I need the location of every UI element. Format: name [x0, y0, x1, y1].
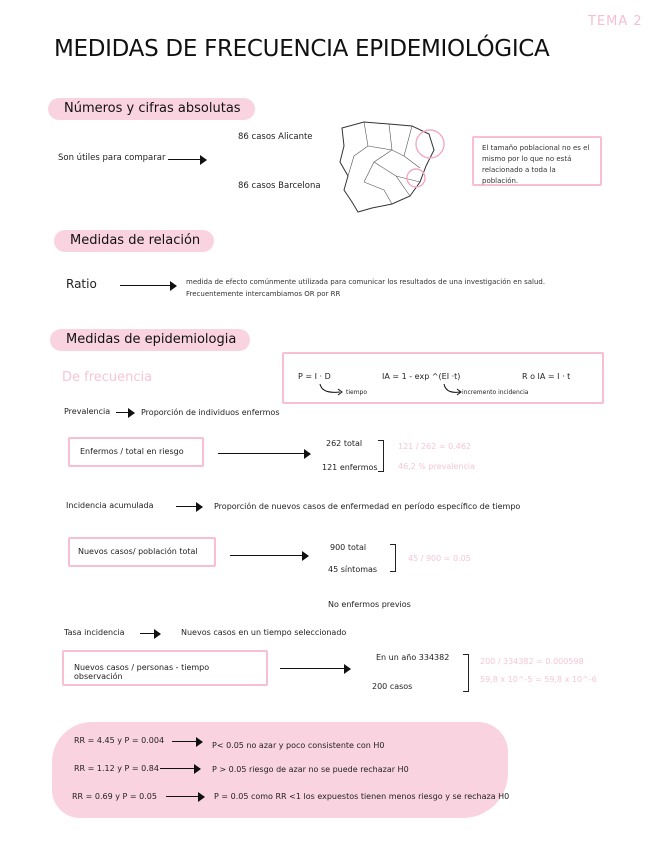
arrow-icon: [172, 741, 202, 742]
formula-rate: R o IA = I · t: [522, 372, 571, 381]
barcelona-cases: 86 casos Barcelona: [238, 181, 321, 191]
formula-incidence: IA = 1 - exp ^(EI ·t): [382, 372, 461, 381]
prevalencia-desc: Proporción de individuos enfermos: [141, 408, 280, 417]
tasa-anyo: En un año 334382: [376, 653, 450, 662]
bracket-icon: [378, 440, 384, 472]
prevalencia-formula: Enfermos / total en riesgo: [80, 447, 184, 456]
tasa-desc: Nuevos casos en un tiempo seleccionado: [181, 628, 347, 637]
incidencia-box: [68, 537, 216, 567]
spain-map-icon: [334, 116, 454, 216]
tasa-result-2: 59,8 x 10^-5 = 59,8 x 10^-6: [480, 675, 597, 684]
tasa-formula: Nuevos casos / personas - tiempo observación: [74, 663, 210, 681]
arrow-icon: [168, 159, 206, 160]
prevalencia-percent: 46,2 % prevalencia: [398, 462, 475, 471]
population-note: El tamaño poblacional no es el mismo por lo que no está relacionado a toda la población.: [482, 144, 590, 185]
section-heading-relacion: Medidas de relación: [54, 230, 214, 252]
incidencia-result: 45 / 900 = 0.05: [408, 554, 471, 563]
alicante-cases: 86 casos Alicante: [238, 132, 313, 142]
prevalencia-result: 121 / 262 = 0.462: [398, 442, 472, 451]
arrow-icon: [166, 796, 204, 797]
sig-right-2: P > 0.05 riesgo de azar no se puede rechazar H0: [212, 765, 409, 774]
prevalencia-box: [68, 437, 204, 467]
sig-left-3: RR = 0.69 y P = 0.05: [72, 792, 157, 801]
sig-left-1: RR = 4.45 y P = 0.004: [74, 736, 165, 745]
curved-arrow-icon: [318, 382, 348, 396]
page-title: MEDIDAS DE FRECUENCIA EPIDEMIOLÓGICA: [54, 36, 550, 62]
bracket-icon: [463, 654, 469, 692]
arrow-icon: [120, 285, 176, 286]
incidencia-note: No enfermos previos: [328, 600, 411, 609]
arrow-icon: [230, 555, 308, 556]
prevalencia-enfermos: 121 enfermos: [322, 463, 378, 472]
useful-text: Son útiles para comparar: [58, 153, 166, 163]
label-tiempo: tiempo: [346, 389, 368, 396]
tasa-label: Tasa incidencia: [64, 628, 125, 637]
incidencia-formula: Nuevos casos/ población total: [78, 547, 198, 556]
arrow-icon: [116, 412, 134, 413]
tasa-casos: 200 casos: [372, 682, 413, 691]
ratio-description-2: Frecuentemente intercambiamos OR por RR: [186, 290, 341, 298]
label-incidencia: incremento incidencia: [462, 389, 529, 396]
incidencia-total: 900 total: [330, 543, 367, 552]
incidencia-label: Incidencia acumulada: [66, 501, 154, 510]
incidencia-desc: Proporción de nuevos casos de enfermedad en período específico de tiempo: [214, 502, 521, 511]
sig-right-3: P = 0.05 como RR <1 los expuestos tienen menos riesgo y se rechaza H0: [214, 792, 510, 801]
prevalencia-total: 262 total: [326, 439, 363, 448]
incidencia-sintomas: 45 síntomas: [328, 565, 378, 574]
ratio-description: medida de efecto comúnmente utilizada para comunicar los resultados de una investigación en salud.: [186, 278, 546, 286]
sig-right-1: P< 0.05 no azar y poco consistente con H0: [212, 741, 385, 750]
tema-label: TEMA 2: [588, 14, 643, 29]
subheading-frecuencia: De frecuencia: [62, 370, 153, 385]
curved-arrow-icon: [442, 382, 464, 396]
tasa-result: 200 / 334382 = 0.000598: [480, 657, 584, 666]
arrow-icon: [280, 668, 350, 669]
tasa-box: [62, 650, 268, 686]
population-note-box: [472, 136, 602, 186]
bracket-icon: [390, 544, 396, 572]
sig-left-2: RR = 1.12 y P = 0.84: [74, 764, 159, 773]
prevalencia-label: Prevalencia: [64, 407, 111, 416]
ratio-label: Ratio: [66, 277, 97, 291]
section-heading-absolutas: Números y cifras absolutas: [48, 98, 255, 120]
formula-prevalence: P = I · D: [298, 372, 331, 381]
arrow-icon: [160, 768, 200, 769]
section-heading-epidemiologia: Medidas de epidemiologia: [50, 329, 250, 351]
arrow-icon: [140, 633, 160, 634]
arrow-icon: [176, 506, 202, 507]
arrow-icon: [218, 453, 310, 454]
